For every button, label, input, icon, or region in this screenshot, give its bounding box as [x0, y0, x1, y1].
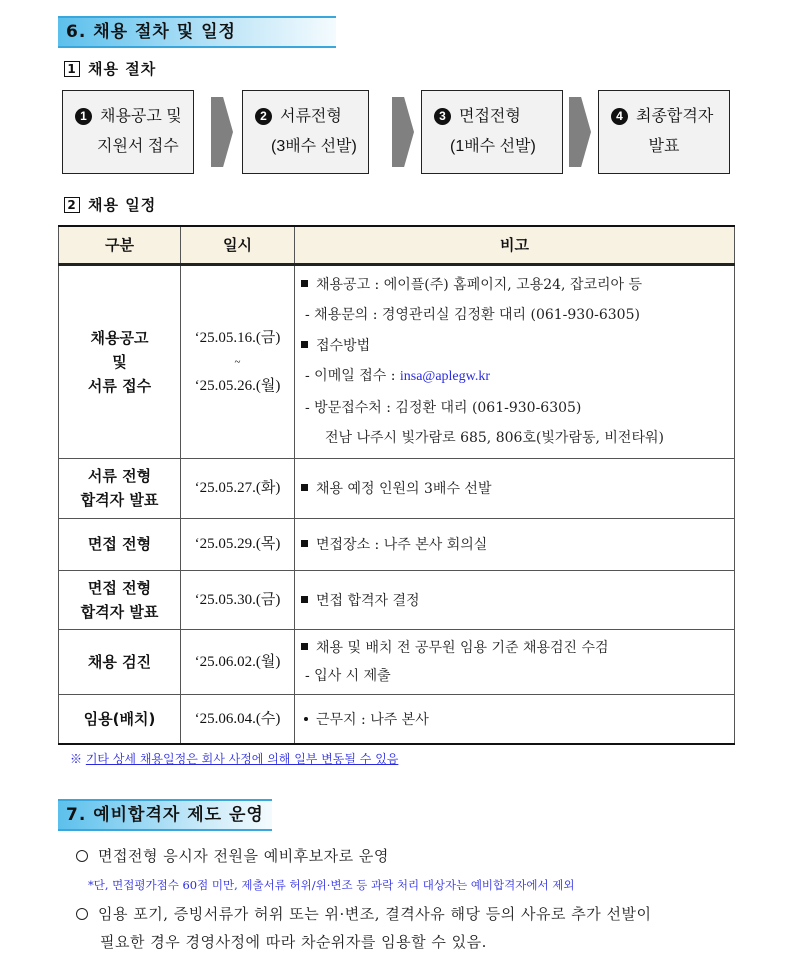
step-number-icon: 2 — [255, 108, 272, 125]
note-text: - 입사 시 제출 — [305, 667, 391, 684]
email-link[interactable]: insa@aplegw.kr — [399, 369, 490, 384]
schedule-table — [58, 225, 735, 745]
section-7-header — [58, 799, 272, 831]
category-line: 합격자 발표 — [80, 602, 159, 621]
square-bullet-icon — [301, 540, 308, 547]
square-bullet-icon — [301, 341, 308, 348]
header-date: 일시 — [181, 226, 295, 264]
row-note — [295, 694, 735, 744]
step-4-line2: 발표 — [648, 138, 680, 155]
item-text: 임용 포기, 증빙서류가 허위 또는 위·변조, 결격사유 해당 등의 사유로 추가 선발이 — [98, 905, 652, 923]
flow-step-4 — [598, 90, 730, 174]
section-6-header — [58, 16, 336, 48]
box-number-1: 1 — [64, 61, 80, 77]
circle-bullet-icon — [76, 908, 88, 920]
row-date: ‘25.05.30.(금) — [181, 570, 295, 629]
row-note — [295, 458, 735, 518]
row-date: ‘25.06.02.(월) — [181, 629, 295, 694]
arrow-right-icon — [211, 97, 233, 167]
category-line: 합격자 발표 — [80, 491, 159, 509]
category-line: 채용공고 — [90, 328, 149, 347]
note-text: - 채용문의 : 경영관리실 김정환 대리 (061-930-6305) — [305, 307, 640, 323]
section-7-title: 7. 예비합격자 제도 운영 — [66, 805, 264, 825]
arrow-right-icon — [392, 97, 414, 167]
reference-mark-icon: ※ — [70, 752, 83, 766]
footnote-text[interactable]: 기타 상세 채용일정은 회사 사정에 의해 일부 변동될 수 있음 — [85, 752, 399, 766]
table-row — [59, 694, 735, 744]
arrow-right-icon — [569, 97, 591, 167]
table-row — [59, 518, 735, 570]
category-line: 서류 전형 — [87, 467, 152, 485]
date-start: ‘25.05.16.(금) — [194, 329, 281, 346]
square-bullet-icon — [301, 643, 308, 650]
category-line: 채용 검진 — [87, 652, 152, 671]
flow-step-3 — [421, 90, 563, 174]
step-4-line1: 최종합격자 — [636, 108, 714, 125]
row-category — [59, 264, 181, 458]
procedure-subheader — [64, 58, 156, 79]
dot-bullet-icon — [304, 717, 308, 721]
row-category — [59, 629, 181, 694]
table-row — [59, 458, 735, 518]
step-3-line2: (1배수 선발) — [450, 138, 536, 155]
section-7-item-2 — [76, 903, 651, 924]
category-line: 서류 접수 — [87, 376, 152, 395]
table-row — [59, 629, 735, 694]
table-row — [59, 570, 735, 629]
note-text: - 이메일 접수 : — [305, 368, 400, 384]
procedure-flow — [62, 90, 730, 174]
note-text: 근무지 : 나주 본사 — [316, 711, 429, 728]
note-text: 접수방법 — [316, 337, 371, 354]
step-2-line1: 서류전형 — [280, 108, 342, 125]
schedule-footnote — [70, 750, 398, 767]
note-text: 면접 합격자 결정 — [316, 592, 420, 609]
schedule-title: 채용 일정 — [88, 196, 157, 214]
header-category: 구분 — [59, 226, 181, 264]
row-date — [181, 264, 295, 458]
flow-step-2 — [242, 90, 369, 174]
schedule-subheader — [64, 194, 156, 215]
row-category — [59, 694, 181, 744]
row-category — [59, 458, 181, 518]
step-1-line1: 채용공고 및 — [100, 108, 182, 125]
procedure-title: 채용 절차 — [88, 60, 157, 78]
row-category — [59, 570, 181, 629]
row-category — [59, 518, 181, 570]
note-text: 전남 나주시 빛가람로 685, 806호(빛가람동, 비전타워) — [325, 430, 664, 446]
row-date: ‘25.05.29.(목) — [181, 518, 295, 570]
step-3-line1: 면접전형 — [459, 108, 521, 125]
note-text: 채용 예정 인원의 3배수 선발 — [316, 481, 492, 497]
step-2-line2: (3배수 선발) — [271, 138, 357, 155]
category-line: 면접 전형 — [87, 578, 152, 597]
item-text: 면접전형 응시자 전원을 예비후보자로 운영 — [98, 847, 389, 865]
date-end: ‘25.05.26.(월) — [194, 377, 281, 394]
step-1-line2: 지원서 접수 — [97, 138, 179, 155]
note-text: 채용 및 배치 전 공무원 임용 기준 채용검진 수검 — [316, 639, 609, 656]
note-text: 면접장소 : 나주 본사 회의실 — [316, 537, 488, 553]
section-7-note: *단, 면접평가점수 60점 미만, 제출서류 허위/위·변조 등 과락 처리 대상자는 예비합격자에서 제외 — [88, 878, 575, 892]
category-line: 임용(배치) — [83, 709, 156, 728]
section-7-item-2-continued: 필요한 경우 경영사정에 따라 차순위자를 임용할 수 있음. — [100, 933, 487, 951]
category-line: 면접 전형 — [87, 535, 152, 553]
category-line: 및 — [112, 352, 127, 371]
note-text: - 방문접수처 : 김정환 대리 (061-930-6305) — [305, 399, 582, 416]
row-note — [295, 264, 735, 458]
row-note — [295, 570, 735, 629]
box-number-2: 2 — [64, 197, 80, 213]
section-7-item-1 — [76, 845, 389, 866]
section-6-title: 6. 채용 절차 및 일정 — [66, 22, 236, 42]
square-bullet-icon — [301, 484, 308, 491]
flow-step-1 — [62, 90, 194, 174]
step-number-icon: 3 — [434, 108, 451, 125]
header-note: 비고 — [295, 226, 735, 264]
step-number-icon: 1 — [75, 108, 92, 125]
table-row — [59, 264, 735, 458]
table-header-row — [59, 226, 735, 264]
date-separator: ~ — [234, 355, 241, 368]
row-note — [295, 629, 735, 694]
row-note — [295, 518, 735, 570]
row-date: ‘25.06.04.(수) — [181, 694, 295, 744]
square-bullet-icon — [301, 280, 308, 287]
step-number-icon: 4 — [611, 108, 628, 125]
circle-bullet-icon — [76, 850, 88, 862]
square-bullet-icon — [301, 596, 308, 603]
row-date: ‘25.05.27.(화) — [181, 458, 295, 518]
note-text: 채용공고 : 에이플(주) 홈페이지, 고용24, 잡코리아 등 — [316, 276, 643, 293]
